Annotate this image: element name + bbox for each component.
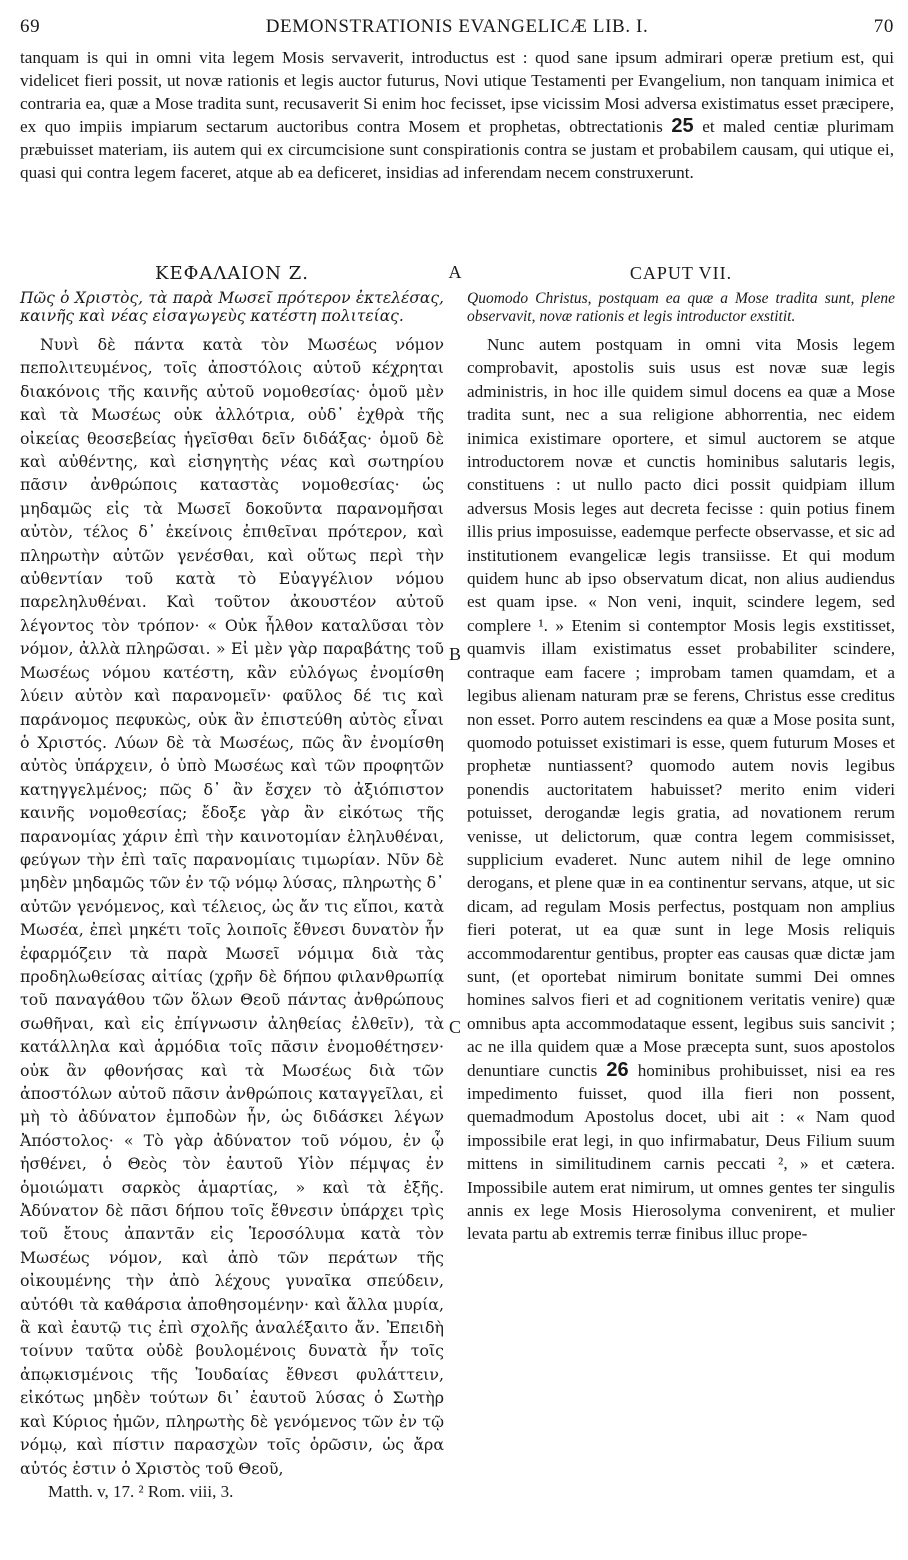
intro-paragraph bbox=[20, 46, 894, 184]
running-header bbox=[20, 16, 894, 42]
intro-text-a: tanquam is qui in omni vita legem Mosis servaverit, introductus est : quod sane ipsum admirari operæ pretium est, qui videlicet fieri possit, ut novæ rationis et legis auctor futurus, Novi utique Testamenti per Evangelium, non tanquam inimica et contraria ea, quæ a Mose tradita sunt, recusaverit Si enim hoc fecisset, ipse vicissim Mosi adversa existimatus esset præcipere, ex quo impiis impiarum sectarum auctoribus contra Mosem et prophetas, obtrectationis bbox=[20, 48, 894, 136]
latin-body-a: Nunc autem postquam in omni vita Mosis legem comprobavit, apostolis suis usus est novæ suæ legis administris, in hoc ille quidem simul docens ea quæ a Mose tradita sunt, nec a sua religione abhorrentia, nec eidem inimica existimare oportere, et simul auctorem se atque introductorem novæ et cunctis hominibus salutaris legis, constituens : ut nullo pacto dici possit quidpiam illum adversus Mosis leges aut decreta fecisse : quin potius finem illis prius imposuisse, eademque perfecte observasse, et sic ad institutionem evangelicæ legis transiisse. Et qui modum quidem hunc ab ipso observatum dicat, non alius audiendus est quam ipse. « Non veni, inquit, scindere legem, sed complere ¹. » Etenim si contemptor Mosis legis exstitisset, quamvis illam existimatus esset probabiliter scindere, contraque eam facere ; improbam tamen quamdam, et a legibus alienam naturam præ se ferens, Christus esse creditus non esset. Porro autem rescindens ea quæ a Mose posita sunt, quomodo potuisset existimari is esse, quem futurum Moses et prophetæ nuntiassent? quomodo autem novis legibus ponendis auctoritatem habuisset? merito enim videri potuisset, derogandæ legis gratia, ad novationem rerum venisse, ut delictorum, quæ contra legem commisisset, supplicium evaderet. Nunc autem nihil de lege omnino derogans, et plene quæ in ea continentur servans, atque, ut sic dicam, ad regulam Mosis perfectus, postquam non amplius fieri poterat, ut ea quæ sunt in lege Mosis reliquis accommodarentur gentibus, propter eas causas quæ dictæ jam sunt, (et oportebat nimirum bonitate summi Dei omnes homines salvos fieri et ad cognitionem veritatis venire) quæ omnibus apta accommodataque essent, legibus suis sancivit ; ac ne illa quidem quæ a Mose præcepta sunt, suos apostolos denuntiare cunctis bbox=[467, 335, 895, 1080]
greek-body-text: Νυνὶ δὲ πάντα κατὰ τὸν Μωσέως νόμον πεπολιτευμένος, τοῖς ἀποστόλοις αὐτοῦ κέχρηται διακόνοις τῆς καινῆς αὐτοῦ νομοθεσίας· ὁμοῦ μὲν καὶ τὰ Μωσέως οὐκ ἀλλότρια, οὐδ᾽ ἐχθρὰ τῆς οἰκείας θεοσεβείας ἡγεῖσθαι δεῖν διδάξας· ὁμοῦ δὲ καὶ αὐθέντης, καὶ εἰσηγητὴς νέας καὶ σωτηρίου πᾶσιν ἀνθρώποις καταστὰς νομοθεσίας· ὡς μηδαμῶς εἰς τὰ Μωσεῖ δοκοῦντα παρανομῆσαι αὐτὸν, τέλος δ᾽ ἐκείνοις ἐπιθεῖναι πρότερον, καὶ πληρωτὴν αὐτῶν γενέσθαι, καὶ οὕτως περὶ τὴν αὐθεντίαν τοῦ κατὰ τὸ Εὐαγγέλιον νόμου παρεληλυθέναι. Καὶ τοῦτον ἀκουστέον αὐτοῦ λέγοντος τὸν τρόπον· « Οὐκ ἦλθον καταλῦσαι τὸν νόμον, ἀλλὰ πληρῶσαι. » Εἰ μὲν γὰρ παραβάτης τοῦ Μωσέως νόμου κατέστη, κἂν εὐλόγως ἐνομίσθη λύειν αὐτὸν καὶ παρανομεῖν· φαῦλος δέ τις καὶ παράνομος πεφυκὼς, οὐκ ἂν ἐπιστεύθη αὐτὸς εἶναι ὁ Χριστός. Λύων δὲ τὰ Μωσέως, πῶς ἂν ἐνομίσθη αὐτὸς ὑπάρχειν, ὁ ὑπὸ Μωσέως καὶ τῶν προφητῶν κατηγγελμένος; πῶς δ᾽ ἂν ἔσχεν τὸ ἀξιόπιστον καινῆς νομοθεσίας; ἔδοξε γὰρ ἂν εἰκότως τῆς παρανομίας χάριν ἐπὶ τὴν καινοτομίαν ἐληλυθέναι, φεύγων τὴν ἐπὶ ταῖς παρανομίαις τιμωρίαν. Νῦν δὲ μηδὲν μηδαμῶς τῶν ἐν τῷ νόμῳ λύσας, πληρωτὴς δ᾽ αὐτῶν γενόμενος, καὶ τέλειος, ὡς ἄν τις εἴποι, κατὰ Μωσέα, ἐπεὶ μηκέτι τοῖς λοιποῖς ἔθνεσι δυνατὸν ἦν ἐφαρμόζειν τὰ παρὰ Μωσεῖ νόμιμα διὰ τὰς προδηλωθείσας αἰτίας (χρῆν δὲ δήπου φιλανθρωπίᾳ τοῦ παναγάθου τῶν ὅλων Θεοῦ πάντας ἀνθρώπους σωθῆναι, καὶ εἰς ἐπίγνωσιν ἀληθείας ἐλθεῖν), τὰ κατάλληλα καὶ ἁρμόδια τοῖς πᾶσιν ἐνομοθέτησεν· οὐκ ἂν φθονήσας καὶ τὰ Μωσέως διὰ τῶν ἀποστόλων αὐτοῦ πᾶσιν ἀνθρώποις καταγγεῖλαι, εἰ μὴ τὸ ἀδύνατον ἐμποδὼν ἦν, ὡς διδάσκει λέγων Ἀπόστολος· « Τὸ γὰρ ἀδύνατον τοῦ νόμου, ἐν ᾧ ἠσθένει, ὁ Θεὸς τὸν ἑαυτοῦ Υἱὸν πέμψας ἐν ὁμοιώματι σαρκὸς ἁμαρτίας, » καὶ τὰ ἑξῆς. Ἀδύνατον δὲ πᾶσι δήπου τοῖς ἔθνεσιν ὑπάρχει τρὶς τοῦ ἔτους ἀπαντᾶν εἰς Ἱεροσόλυμα κατὰ τὸν Μωσέως νόμον, καὶ ἀπὸ τῶν περάτων τῆς οἰκουμένης τὴν ἀπὸ λέχους γυναῖκα σπεύδειν, αὐτόθι τὰ καθάρσια ἀποθησομένην· καὶ ἄλλα μυρία, ἃ καὶ ἑαυτῷ τις ἐπὶ σχολῆς ἀναλέξαιτο ἄν. Ἐπειδὴ τοίνυν ταῦτα οὐδὲ βουλομένοις δυνατὰ ἦν τοῖς ἀπῳκισμένοις τῆς Ἰουδαίας ἔθνεσι φυλάττειν, εἰκότως μηδὲν τούτων δι᾽ ἑαυτοῦ λύσας ὁ Σωτὴρ καὶ Κύριος ἡμῶν, πληρωτὴς δὲ γενόμενος τῶν ἐν τῷ νόμῳ, καὶ πίστιν παρασχὼν τοῖς ὁρῶσιν, ὡς ἄρα αὐτός ἐστιν ὁ Χριστὸς τοῦ Θεοῦ, bbox=[20, 335, 445, 1478]
latin-chapter-summary: Quomodo Christus, postquam ea quæ a Mose tradita sunt, plene observavit, novæ rationis et legis introductor exstitit. bbox=[467, 290, 895, 325]
section-number: 25 bbox=[671, 115, 694, 137]
latin-body-text bbox=[467, 333, 895, 1246]
latin-column bbox=[467, 262, 895, 1246]
footnote: Matth. v, 17. ² Rom. viii, 3. bbox=[48, 1482, 234, 1501]
greek-column bbox=[20, 262, 444, 1480]
section-number: 26 bbox=[606, 1058, 629, 1081]
running-title: DEMONSTRATIONIS EVANGELICÆ LIB. I. bbox=[265, 16, 649, 37]
margin-marker-c: C bbox=[448, 1017, 461, 1037]
greek-chapter-title: ΚΕΦΑΛΑΙΟΝ Ζ. bbox=[155, 263, 309, 284]
latin-chapter-title: CAPUT VII. bbox=[629, 263, 733, 283]
latin-body-b: hominibus prohibuisset, nisi ea res impedimento fuisset, quod illa fieri non possent, quemadmodum Apostolus docet, ubi ait : « Nam quod impossibile erat legi, in quo infirmabatur, Deus Filium suum mittens in similitudinem carnis peccati ², » et cætera. Impossibile autem erat nimirum, ut omnes gentes ter singulis annis ex lege Mosis Hierosolyma convenirent, et mulier levata partu ab extremis terræ finibus illuc prope- bbox=[467, 1060, 896, 1244]
intro-text-b: et maled centiæ plurimam præbuisset materiam, iis autem qui ex circumcisione sunt conspirationis contra se justam et probabilem causam, qui utique ei, quasi qui contra legem faceret, atque ab ea deficeret, insidias ad inferendam necem construxerunt. bbox=[20, 117, 895, 182]
page-number-left: 69 bbox=[20, 16, 41, 37]
margin-marker-b: B bbox=[448, 644, 461, 664]
page-number-right: 70 bbox=[873, 16, 894, 37]
margin-marker-a: A bbox=[448, 262, 462, 282]
greek-chapter-summary: Πῶς ὁ Χριστὸς, τὰ παρὰ Μωσεῖ πρότερον ἐκτελέσας, καινῆς καὶ νέας εἰσαγωγεὺς κατέστη πολιτείας. bbox=[20, 289, 444, 325]
